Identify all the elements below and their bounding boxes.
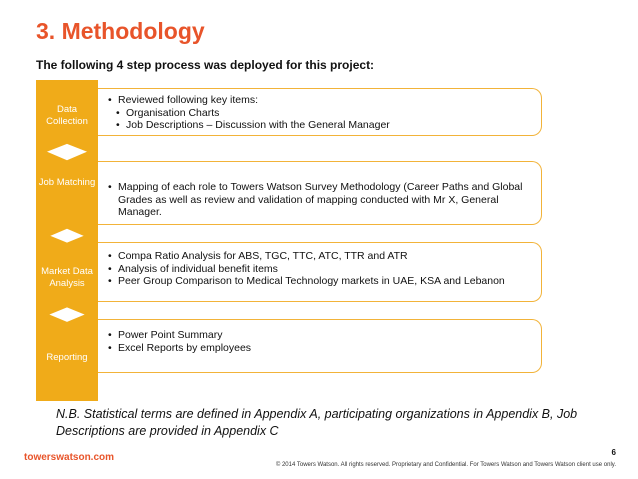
bullet-item: • Excel Reports by employees: [108, 342, 538, 355]
appendix-note: N.B. Statistical terms are defined in Appendix A, participating organizations in Appendix B, Job Descriptions are provided in Appendix C: [56, 407, 578, 438]
bullet-item: • Reviewed following key items:: [108, 94, 538, 107]
step-bullets: [108, 250, 538, 288]
step-label: Market Data Analysis: [41, 266, 93, 289]
step-market-data-analysis: [0, 230, 638, 320]
step-label: Data Collection: [46, 104, 88, 127]
bullet-subitem: • Organisation Charts: [116, 107, 538, 120]
step-bullets: [108, 329, 538, 354]
page-title: 3. Methodology: [36, 18, 205, 44]
bullet-subitem: • Job Descriptions – Discussion with the General Manager: [116, 119, 538, 132]
step-reporting: [0, 309, 638, 401]
page-subtitle: The following 4 step process was deployed for this project:: [36, 58, 375, 72]
step-chevron: [36, 147, 98, 242]
bullet-item: • Analysis of individual benefit items: [108, 263, 538, 276]
step-bullets: [108, 181, 538, 219]
bullet-item: • Peer Group Comparison to Medical Technology markets in UAE, KSA and Lebanon: [108, 275, 538, 288]
step-bullets: [108, 94, 538, 132]
step-job-matching: [0, 147, 638, 242]
page-number: 6: [611, 448, 616, 457]
bullet-item: • Mapping of each role to Towers Watson Survey Methodology (Career Paths and Global Grades as well as review and validation of mapping conducted with Mr X, General Manager.: [108, 181, 538, 219]
footer-brand-link[interactable]: towerswatson.com: [24, 452, 115, 463]
copyright-text: © 2014 Towers Watson. All rights reserved. Proprietary and Confidential. For Towers Watson and Towers Watson client use only.: [275, 462, 616, 468]
bullet-item: • Power Point Summary: [108, 329, 538, 342]
bullet-item: • Compa Ratio Analysis for ABS, TGC, TTC, ATC, TTR and ATR: [108, 250, 538, 263]
step-label: Job Matching: [38, 177, 96, 188]
step-label: Reporting: [46, 352, 88, 363]
